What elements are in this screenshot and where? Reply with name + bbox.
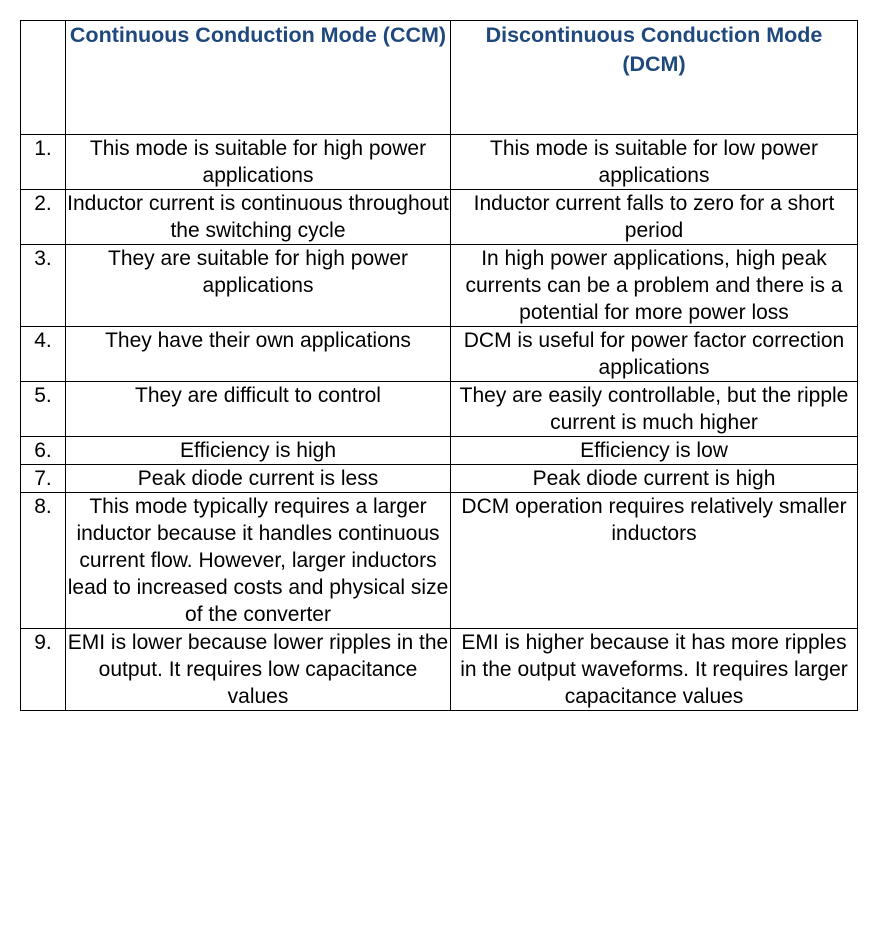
row-number: 8. [21, 493, 66, 629]
header-ccm: Continuous Conduction Mode (CCM) [66, 21, 451, 135]
ccm-cell: Peak diode current is less [66, 465, 451, 493]
table-row [21, 382, 858, 437]
table-row [21, 629, 858, 711]
table-row [21, 190, 858, 245]
row-number: 7. [21, 465, 66, 493]
row-number: 2. [21, 190, 66, 245]
table-row [21, 245, 858, 327]
table-row [21, 465, 858, 493]
row-number: 3. [21, 245, 66, 327]
row-number: 1. [21, 135, 66, 190]
ccm-cell: They are suitable for high power applications [66, 245, 451, 327]
table-row [21, 135, 858, 190]
ccm-cell: This mode typically requires a larger inductor because it handles continuous current flow. However, larger inductors lead to increased costs and physical size of the converter [66, 493, 451, 629]
dcm-cell: They are easily controllable, but the ripple current is much higher [451, 382, 858, 437]
row-number: 9. [21, 629, 66, 711]
dcm-cell: This mode is suitable for low power applications [451, 135, 858, 190]
dcm-cell: EMI is higher because it has more ripples in the output waveforms. It requires larger capacitance values [451, 629, 858, 711]
header-number-cell [21, 21, 66, 135]
ccm-cell: They are difficult to control [66, 382, 451, 437]
header-row [21, 21, 858, 135]
ccm-cell: Efficiency is high [66, 437, 451, 465]
row-number: 4. [21, 327, 66, 382]
dcm-cell: Inductor current falls to zero for a short period [451, 190, 858, 245]
ccm-cell: This mode is suitable for high power applications [66, 135, 451, 190]
table-row [21, 437, 858, 465]
row-number: 6. [21, 437, 66, 465]
ccm-cell: Inductor current is continuous throughout the switching cycle [66, 190, 451, 245]
ccm-cell: EMI is lower because lower ripples in the output. It requires low capacitance values [66, 629, 451, 711]
ccm-cell: They have their own applications [66, 327, 451, 382]
dcm-cell: Efficiency is low [451, 437, 858, 465]
table-row [21, 493, 858, 629]
header-dcm: Discontinuous Conduction Mode (DCM) [451, 21, 858, 135]
dcm-cell: DCM operation requires relatively smaller inductors [451, 493, 858, 629]
row-number: 5. [21, 382, 66, 437]
table-row [21, 327, 858, 382]
dcm-cell: In high power applications, high peak currents can be a problem and there is a potential for more power loss [451, 245, 858, 327]
comparison-table [20, 20, 858, 711]
dcm-cell: DCM is useful for power factor correction applications [451, 327, 858, 382]
dcm-cell: Peak diode current is high [451, 465, 858, 493]
